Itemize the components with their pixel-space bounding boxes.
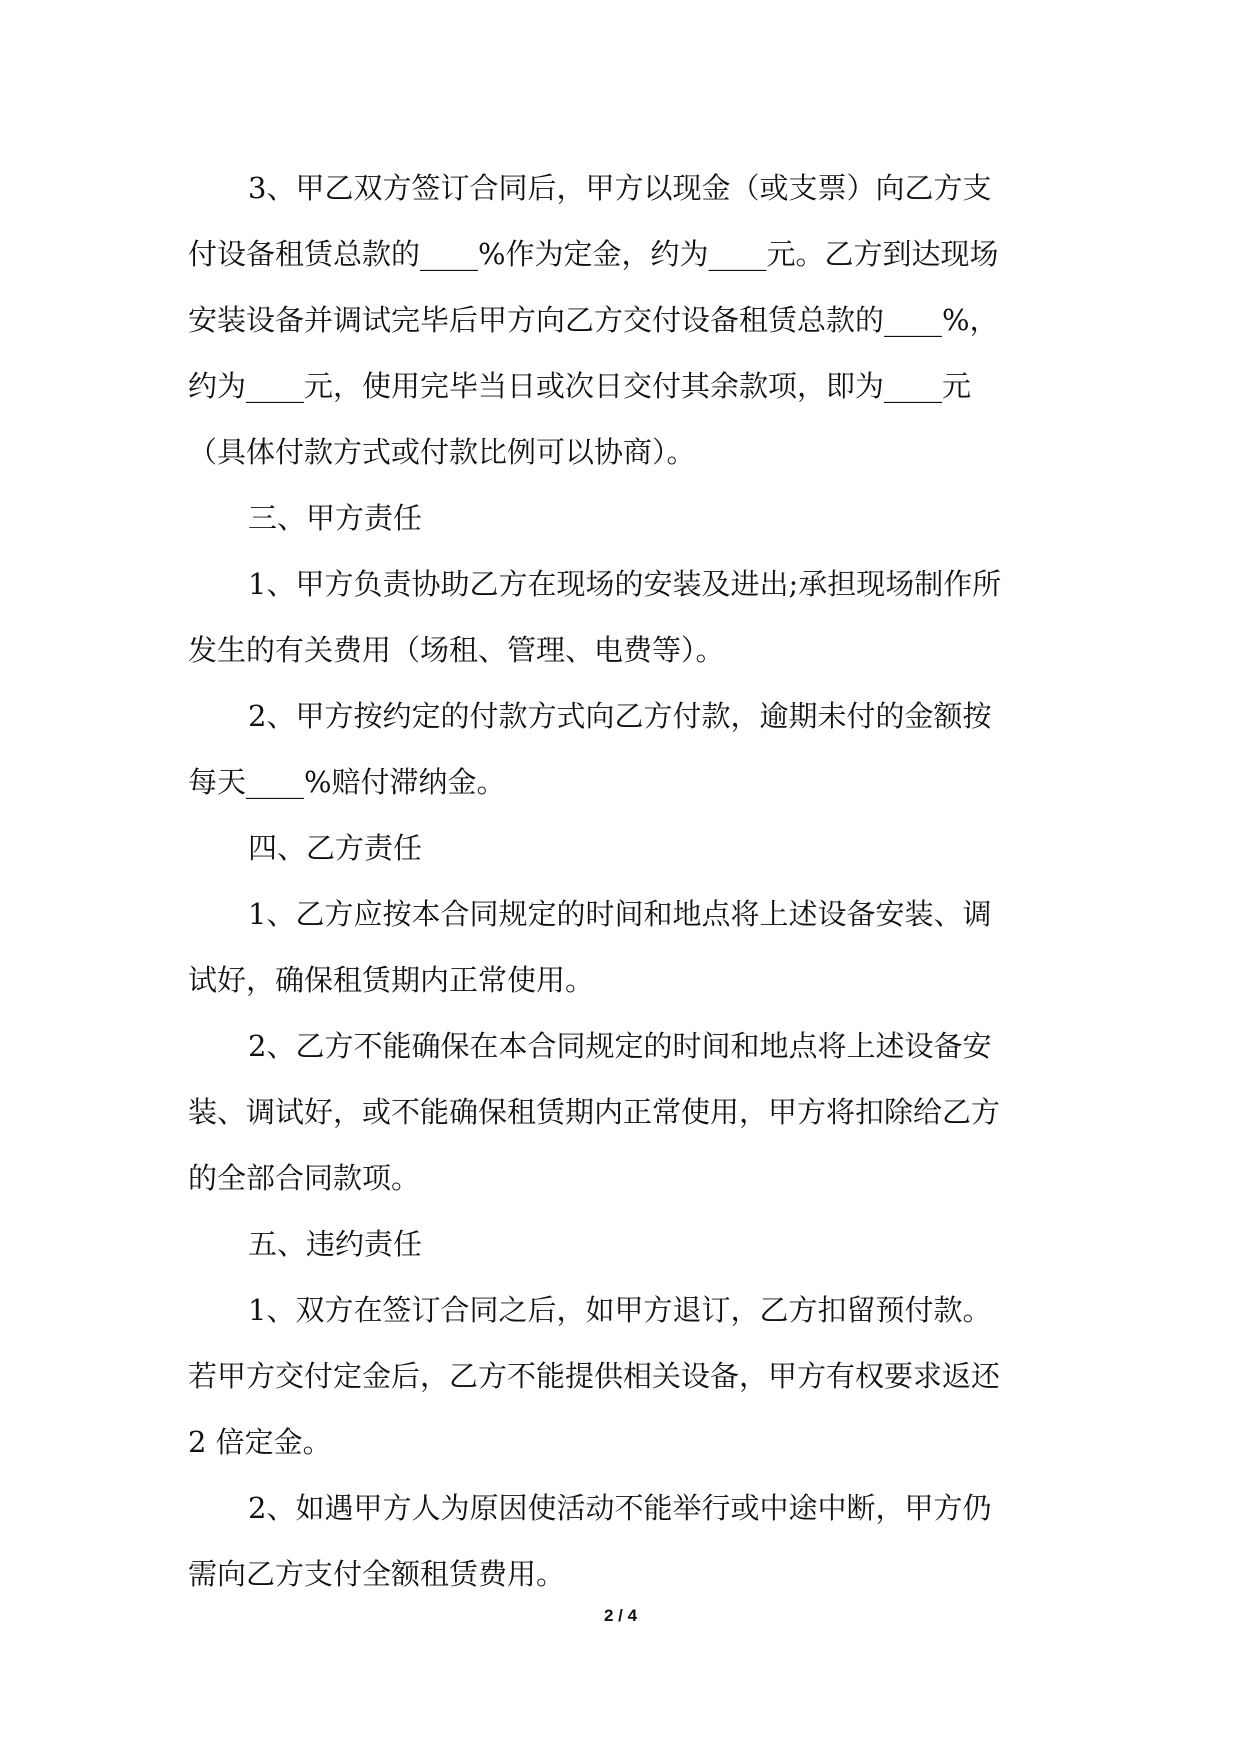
paragraph-line: 每天____%赔付滞纳金。 <box>188 765 506 799</box>
paragraph-line: 2、甲方按约定的付款方式向乙方付款，逾期未付的金额按 <box>248 699 992 733</box>
paragraph-line: 1、双方在签订合同之后，如甲方退订，乙方扣留预付款。 <box>248 1293 992 1327</box>
paragraph-line: 2、乙方不能确保在本合同规定的时间和地点将上述设备安 <box>248 1029 992 1063</box>
paragraph-line: 的全部合同款项。 <box>188 1161 421 1195</box>
paragraph-line: 2 倍定金。 <box>188 1425 332 1459</box>
section-heading: 四、乙方责任 <box>248 831 423 865</box>
paragraph-line: 3、甲乙双方签订合同后，甲方以现金（或支票）向乙方支 <box>248 171 992 205</box>
paragraph-line: （具体付款方式或付款比例可以协商）。 <box>188 435 696 469</box>
paragraph-line: 1、乙方应按本合同规定的时间和地点将上述设备安装、调 <box>248 897 992 931</box>
paragraph-line: 1、甲方负责协助乙方在现场的安装及进出;承担现场制作所 <box>248 567 1002 601</box>
document-body <box>188 155 1058 1607</box>
paragraph-line: 试好，确保租赁期内正常使用。 <box>188 963 595 997</box>
paragraph-line: 付设备租赁总款的____%作为定金，约为____元。乙方到达现场 <box>188 237 999 271</box>
section-heading: 三、甲方责任 <box>248 501 423 535</box>
paragraph-line: 需向乙方支付全额租赁费用。 <box>188 1557 566 1591</box>
section-heading: 五、违约责任 <box>248 1227 423 1261</box>
paragraph-line: 约为____元，使用完毕当日或次日交付其余款项，即为____元 <box>188 369 972 403</box>
paragraph-line: 若甲方交付定金后，乙方不能提供相关设备，甲方有权要求返还 <box>188 1359 1001 1393</box>
paragraph-line: 发生的有关费用（场租、管理、电费等）。 <box>188 633 725 667</box>
paragraph-line: 2、如遇甲方人为原因使活动不能举行或中途中断，甲方仍 <box>248 1491 992 1525</box>
paragraph-line: 装、调试好，或不能确保租赁期内正常使用，甲方将扣除给乙方 <box>188 1095 1001 1129</box>
paragraph-line: 安装设备并调试完毕后甲方向乙方交付设备租赁总款的____%， <box>188 303 999 337</box>
page-number: 2 / 4 <box>603 1606 638 1625</box>
